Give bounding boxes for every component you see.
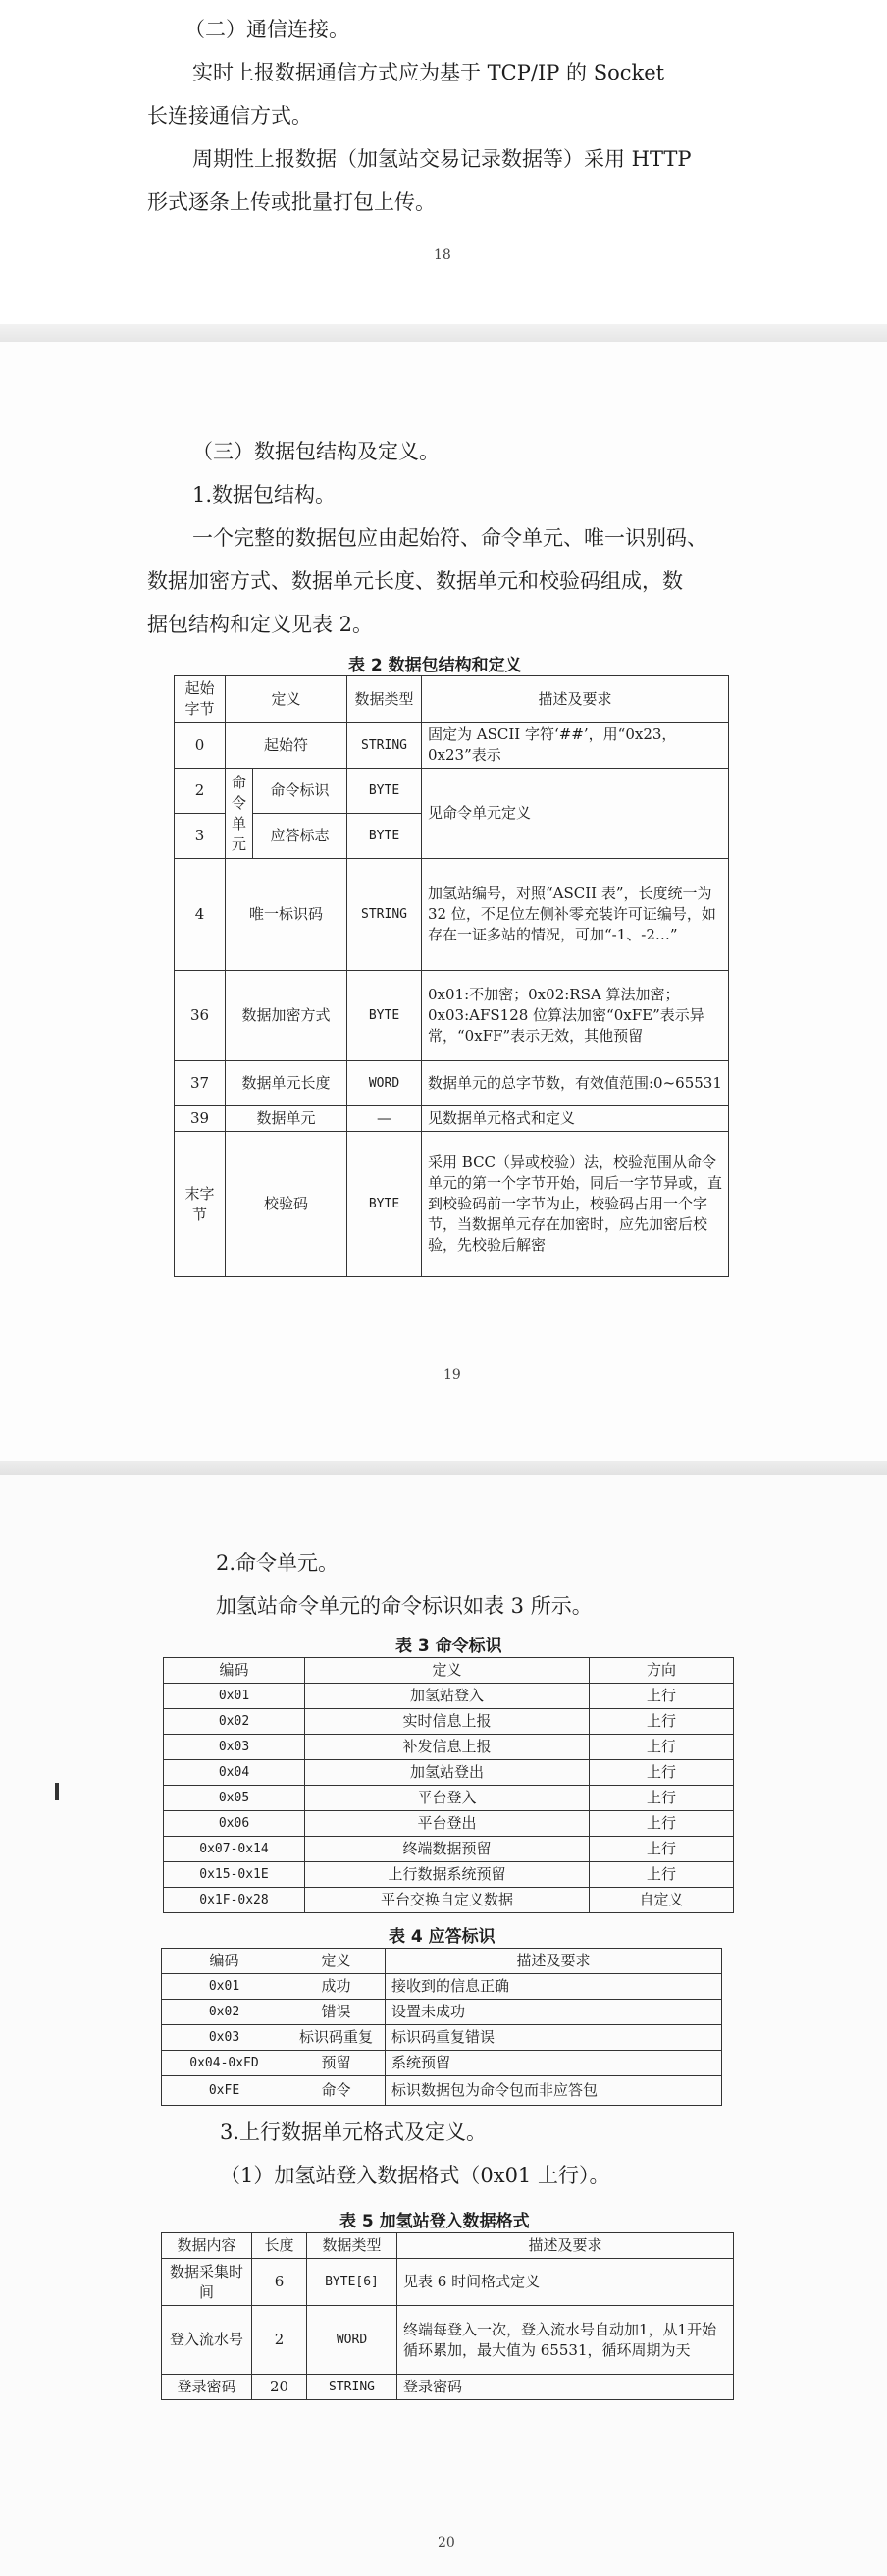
paragraph-line: 数据加密方式、数据单元长度、数据单元和校验码组成，数 xyxy=(147,569,683,593)
table-row xyxy=(164,1735,734,1760)
table-row xyxy=(164,1837,734,1862)
table-5 xyxy=(161,2232,734,2400)
table-row xyxy=(175,1061,729,1106)
table-row xyxy=(175,971,729,1061)
header-content: 数据内容 xyxy=(162,2233,252,2259)
cell-def: 补发信息上报 xyxy=(305,1735,590,1760)
table-2 xyxy=(174,675,729,1277)
cell-desc: 数据单元的总字节数，有效值范围:0~65531 xyxy=(422,1061,729,1106)
cell-desc: 系统预留 xyxy=(386,2051,722,2076)
cell-type: STRING xyxy=(347,723,422,769)
cell-desc: 标识码重复错误 xyxy=(386,2025,722,2051)
cell-code: 0x05 xyxy=(164,1786,305,1811)
cell-code: 0x1F-0x28 xyxy=(164,1888,305,1913)
header-definition: 定义 xyxy=(226,676,347,723)
cell-dir: 上行 xyxy=(590,1837,734,1862)
table-row xyxy=(162,2375,734,2400)
cell-def: 命令 xyxy=(287,2076,386,2106)
header-data-type: 数据类型 xyxy=(307,2233,397,2259)
cell-start: 2 xyxy=(175,769,226,814)
cell-def: 加氢站登入 xyxy=(305,1684,590,1709)
cell-length: 2 xyxy=(252,2306,307,2375)
cell-desc: 固定为 ASCII 字符‘##’，用“0x23，0x23”表示 xyxy=(422,723,729,769)
cell-dir: 上行 xyxy=(590,1786,734,1811)
cell-dir: 上行 xyxy=(590,1811,734,1837)
cell-desc: 见表 6 时间格式定义 xyxy=(397,2259,734,2306)
table-row xyxy=(164,1786,734,1811)
header-definition: 定义 xyxy=(305,1658,590,1684)
cell-desc: 登录密码 xyxy=(397,2375,734,2400)
heading-command-unit: 2.命令单元。 xyxy=(216,1551,339,1575)
cell-code: 0x01 xyxy=(162,1974,287,2000)
cell-type: STRING xyxy=(347,859,422,971)
cell-def: 命令标识 xyxy=(253,769,347,814)
paragraph-line: 据包结构和定义见表 2。 xyxy=(147,613,374,636)
cell-type: WORD xyxy=(347,1061,422,1106)
cell-def: 加氢站登出 xyxy=(305,1760,590,1786)
cell-start: 0 xyxy=(175,723,226,769)
table-header-row xyxy=(164,1658,734,1684)
table-row xyxy=(162,2051,722,2076)
cell-command-unit-group: 命令单元 xyxy=(226,769,253,859)
cell-def: 预留 xyxy=(287,2051,386,2076)
cell-def: 起始符 xyxy=(226,723,347,769)
cell-content: 数据采集时间 xyxy=(162,2259,252,2306)
cell-start: 4 xyxy=(175,859,226,971)
page-19 xyxy=(0,342,887,1461)
binding-mark xyxy=(55,1783,59,1800)
table-row xyxy=(164,1684,734,1709)
table-row xyxy=(175,723,729,769)
table-3 xyxy=(163,1657,734,1913)
header-code: 编码 xyxy=(162,1949,287,1974)
cell-type: STRING xyxy=(307,2375,397,2400)
cell-dir: 上行 xyxy=(590,1684,734,1709)
header-description: 描述及要求 xyxy=(422,676,729,723)
header-description: 描述及要求 xyxy=(386,1949,722,1974)
page-number: 20 xyxy=(438,2535,455,2550)
cell-def: 唯一标识码 xyxy=(226,859,347,971)
table-header-row xyxy=(162,2233,734,2259)
cell-dir: 上行 xyxy=(590,1760,734,1786)
cell-type: BYTE xyxy=(347,769,422,814)
cell-def: 终端数据预留 xyxy=(305,1837,590,1862)
table-2-title: 表 2 数据包结构和定义 xyxy=(348,656,522,675)
cell-type: BYTE xyxy=(347,971,422,1061)
table-row xyxy=(175,769,729,814)
paragraph-line: 周期性上报数据（加氢站交易记录数据等）采用 HTTP xyxy=(192,147,692,171)
section-subheading: （1）加氢站登入数据格式（0x01 上行）。 xyxy=(220,2164,610,2187)
header-data-type: 数据类型 xyxy=(347,676,422,723)
cell-def: 应答标志 xyxy=(253,814,347,859)
cell-dir: 自定义 xyxy=(590,1888,734,1913)
cell-dir: 上行 xyxy=(590,1735,734,1760)
cell-desc: 0x01:不加密；0x02:RSA 算法加密；0x03:AFS128 位算法加密“0xFE”表示异常，“0xFF”表示无效，其他预留 xyxy=(422,971,729,1061)
cell-start: 39 xyxy=(175,1106,226,1132)
table-row xyxy=(162,2306,734,2375)
cell-length: 20 xyxy=(252,2375,307,2400)
table-row xyxy=(164,1888,734,1913)
cell-type: WORD xyxy=(307,2306,397,2375)
header-definition: 定义 xyxy=(287,1949,386,1974)
section-heading: 3.上行数据单元格式及定义。 xyxy=(220,2120,488,2144)
table-header-row xyxy=(175,676,729,723)
cell-code: 0x02 xyxy=(162,2000,287,2025)
cell-desc: 加氢站编号，对照“ASCII 表”，长度统一为 32 位，不足位左侧补零充装许可证编号，如存在一证多站的情况，可加“-1、-2…” xyxy=(422,859,729,971)
cell-code: 0x06 xyxy=(164,1811,305,1837)
cell-desc: 采用 BCC（异或校验）法，校验范围从命令单元的第一个字节开始，同后一字节异或，直到校验码前一字节为止，校验码占用一个字节，当数据单元存在加密时，应先加密后校验，先校验后解密 xyxy=(422,1132,729,1277)
sub-heading: 1.数据包结构。 xyxy=(192,483,337,507)
paragraph-line: 一个完整的数据包应由起始符、命令单元、唯一识别码、 xyxy=(192,526,707,550)
paragraph-line: 加氢站命令单元的命令标识如表 3 所示。 xyxy=(216,1594,593,1618)
table-row xyxy=(162,2259,734,2306)
table-row xyxy=(175,859,729,971)
paragraph-line: 形式逐条上传或批量打包上传。 xyxy=(147,190,436,214)
paragraph-line: 长连接通信方式。 xyxy=(147,104,312,128)
cell-def: 平台登入 xyxy=(305,1786,590,1811)
cell-content: 登入流水号 xyxy=(162,2306,252,2375)
header-description: 描述及要求 xyxy=(397,2233,734,2259)
table-row xyxy=(164,1811,734,1837)
cell-code: 0x02 xyxy=(164,1709,305,1735)
header-length: 长度 xyxy=(252,2233,307,2259)
cell-def: 实时信息上报 xyxy=(305,1709,590,1735)
table-4 xyxy=(161,1948,722,2106)
table-header-row xyxy=(162,1949,722,1974)
table-row xyxy=(162,2000,722,2025)
heading-communication: （二）通信连接。 xyxy=(184,18,349,41)
heading-packet-structure: （三）数据包结构及定义。 xyxy=(192,440,440,463)
header-start-byte: 起始字节 xyxy=(175,676,226,723)
table-4-title: 表 4 应答标识 xyxy=(389,1927,496,1947)
cell-type: — xyxy=(347,1106,422,1132)
cell-start: 末字节 xyxy=(175,1132,226,1277)
table-row xyxy=(164,1760,734,1786)
page-separator xyxy=(0,1461,887,1475)
cell-type: BYTE[6] xyxy=(307,2259,397,2306)
table-row xyxy=(162,2076,722,2106)
cell-desc: 见命令单元定义 xyxy=(422,769,729,859)
cell-def: 错误 xyxy=(287,2000,386,2025)
cell-desc: 终端每登入一次，登入流水号自动加1，从1开始循环累加，最大值为 65531，循环周期为天 xyxy=(397,2306,734,2375)
cell-start: 3 xyxy=(175,814,226,859)
cell-start: 36 xyxy=(175,971,226,1061)
cell-type: BYTE xyxy=(347,1132,422,1277)
cell-content: 登录密码 xyxy=(162,2375,252,2400)
cell-desc: 设置未成功 xyxy=(386,2000,722,2025)
cell-def: 标识码重复 xyxy=(287,2025,386,2051)
cell-def: 成功 xyxy=(287,1974,386,2000)
cell-code: 0xFE xyxy=(162,2076,287,2106)
page-number: 18 xyxy=(434,247,451,263)
header-code: 编码 xyxy=(164,1658,305,1684)
cell-desc: 见数据单元格式和定义 xyxy=(422,1106,729,1132)
cell-def: 数据单元 xyxy=(226,1106,347,1132)
table-5-title: 表 5 加氢站登入数据格式 xyxy=(339,2212,530,2231)
table-3-title: 表 3 命令标识 xyxy=(395,1637,502,1656)
table-row xyxy=(162,2025,722,2051)
cell-def: 数据加密方式 xyxy=(226,971,347,1061)
cell-start: 37 xyxy=(175,1061,226,1106)
cell-code: 0x15-0x1E xyxy=(164,1862,305,1888)
page-separator xyxy=(0,324,887,342)
cell-dir: 上行 xyxy=(590,1709,734,1735)
cell-code: 0x03 xyxy=(162,2025,287,2051)
page-number: 19 xyxy=(444,1368,461,1383)
cell-def: 平台登出 xyxy=(305,1811,590,1837)
cell-desc: 标识数据包为命令包而非应答包 xyxy=(386,2076,722,2106)
cell-def: 数据单元长度 xyxy=(226,1061,347,1106)
cell-desc: 接收到的信息正确 xyxy=(386,1974,722,2000)
cell-dir: 上行 xyxy=(590,1862,734,1888)
page-18 xyxy=(0,0,887,324)
table-row xyxy=(175,1106,729,1132)
cell-code: 0x01 xyxy=(164,1684,305,1709)
page-20 xyxy=(0,1475,887,2576)
cell-code: 0x04 xyxy=(164,1760,305,1786)
cell-code: 0x03 xyxy=(164,1735,305,1760)
cell-def: 上行数据系统预留 xyxy=(305,1862,590,1888)
paragraph-line: 实时上报数据通信方式应为基于 TCP/IP 的 Socket xyxy=(192,61,665,84)
cell-length: 6 xyxy=(252,2259,307,2306)
cell-code: 0x04-0xFD xyxy=(162,2051,287,2076)
table-row xyxy=(175,1132,729,1277)
table-row xyxy=(164,1862,734,1888)
table-row xyxy=(164,1709,734,1735)
cell-type: BYTE xyxy=(347,814,422,859)
cell-def: 校验码 xyxy=(226,1132,347,1277)
cell-code: 0x07-0x14 xyxy=(164,1837,305,1862)
table-row xyxy=(162,1974,722,2000)
cell-def: 平台交换自定义数据 xyxy=(305,1888,590,1913)
header-direction: 方向 xyxy=(590,1658,734,1684)
